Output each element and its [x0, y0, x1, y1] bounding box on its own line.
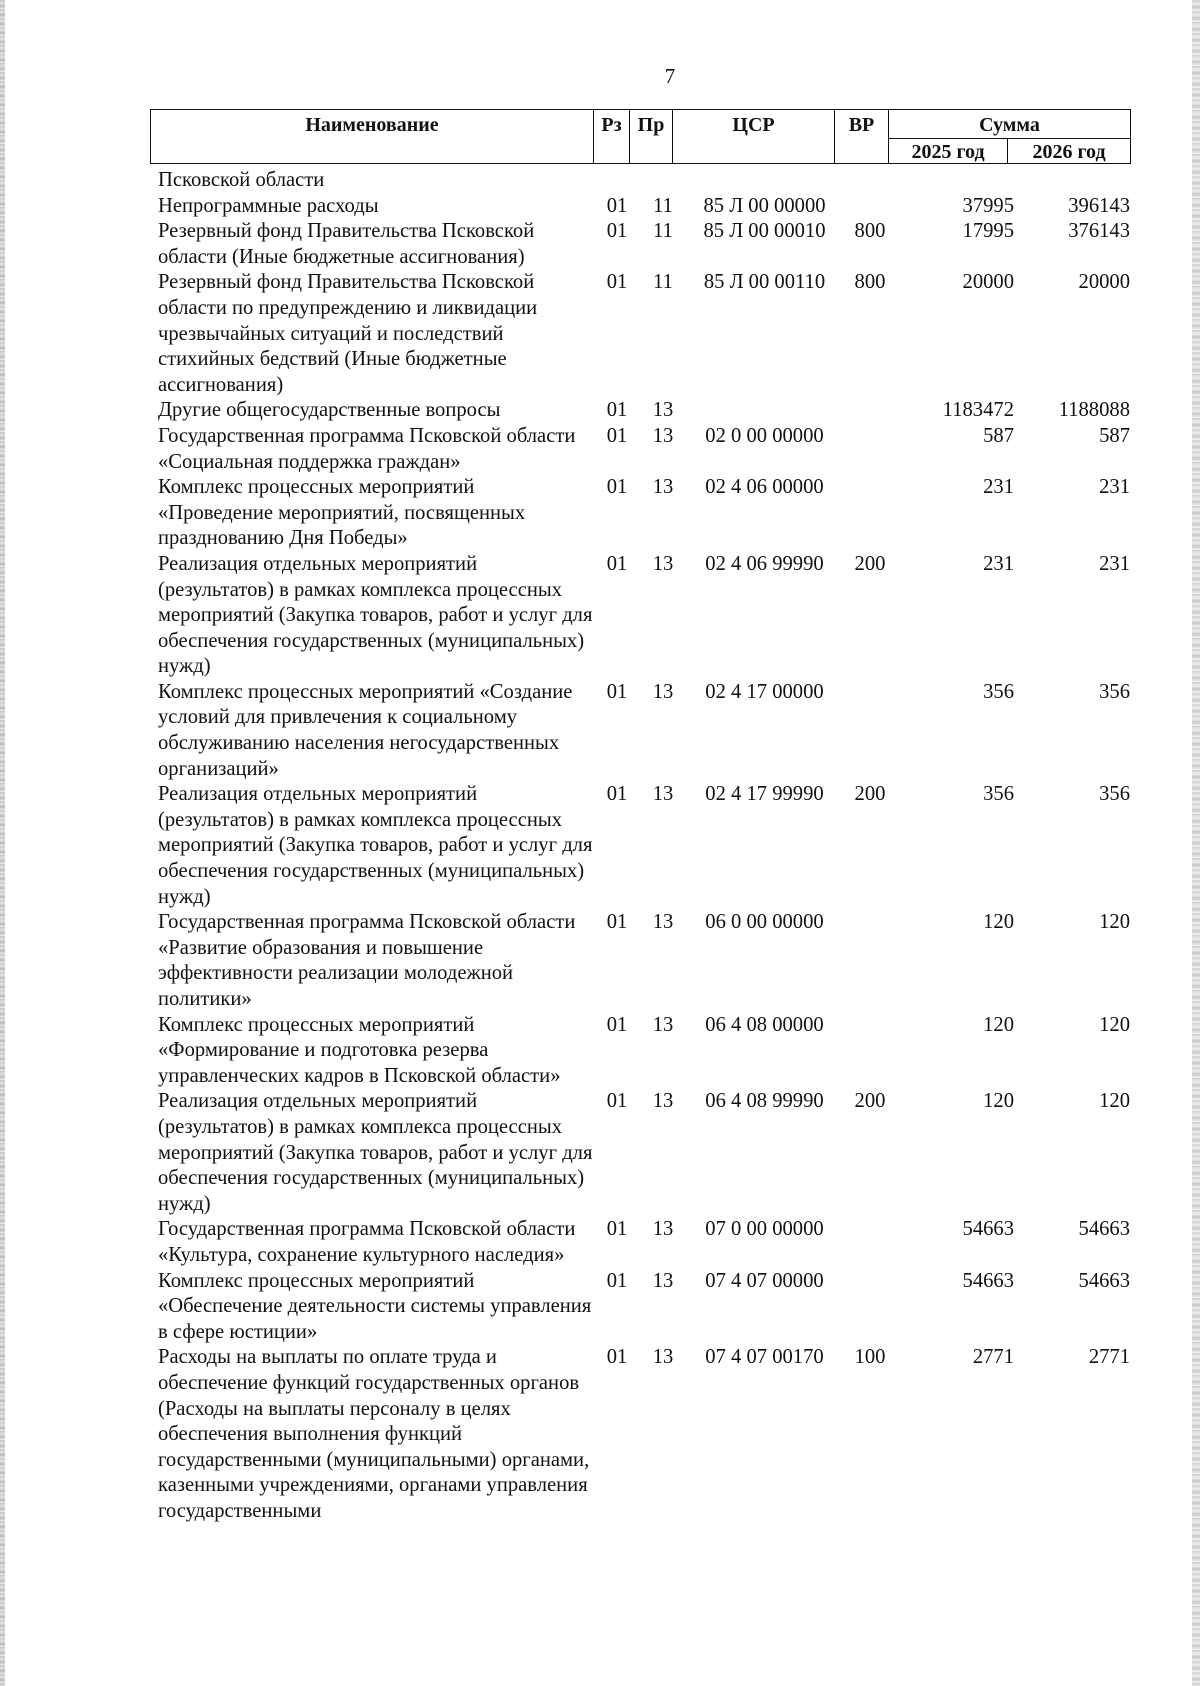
- cell-name: Реализация отдельных мероприятий (результатов) в рамках комплекса процессных мероприятий (Закупка товаров, работ и услуг для обеспечения государственных (муниципальных) нужд): [158, 783, 593, 908]
- cell-name: Реализация отдельных мероприятий (результатов) в рамках комплекса процессных мероприятий (Закупка товаров, работ и услуг для обеспечения государственных (муниципальных) нужд): [158, 552, 593, 678]
- table-row: [158, 1013, 1130, 1090]
- table-row: [158, 219, 1130, 270]
- cell-pr: 13: [652, 424, 674, 447]
- cell-vr: [843, 194, 897, 220]
- scan-edge-left: [0, 0, 5, 1686]
- cell-pr: 11: [653, 220, 673, 243]
- table-row: [158, 552, 1130, 680]
- cell-name: Резервный фонд Правительства Псковской области по предупреждению и ликвидации чрезвычайных ситуаций и последствий стихийных бедствий (Иные бюджетные ассигнования): [158, 271, 538, 396]
- table-row: [158, 680, 1130, 782]
- cell-sum-2025: 54663: [962, 1218, 1014, 1241]
- cell-sum-2025: 231: [983, 476, 1014, 499]
- cell-name: Расходы на выплаты по оплате труда и обеспечение функций государственных органов (Расходы на выплаты персоналу в целях обеспечения выполнения функций государственными (муниципальными) органами, казенными учреждениями, органами управления государственными: [158, 1346, 590, 1522]
- table-row: [158, 424, 1130, 475]
- header-vr: ВР: [835, 110, 889, 164]
- cell-sum-2026: 120: [1099, 911, 1130, 934]
- cell-csr: 85 Л 00 00110: [703, 271, 826, 294]
- cell-sum-2026: 2771: [1088, 1346, 1130, 1369]
- header-pr: Пр: [630, 110, 673, 164]
- cell-sum-2025: 356: [983, 783, 1014, 806]
- cell-vr: 200: [854, 783, 886, 806]
- cell-pr: 11: [653, 194, 673, 217]
- cell-sum-2025: 2771: [972, 1346, 1014, 1369]
- cell-rz: 01: [606, 424, 628, 447]
- cell-csr: 85 Л 00 00000: [703, 194, 826, 217]
- cell-vr: [843, 1217, 897, 1268]
- table-row: [158, 270, 1130, 398]
- cell-sum-2026: 20000: [1078, 271, 1130, 294]
- cell-rz: 01: [606, 552, 628, 575]
- cell-name: Государственная программа Псковской области «Социальная поддержка граждан»: [158, 424, 576, 473]
- cell-sum-2025: 120: [983, 1090, 1014, 1113]
- cell-vr: 100: [854, 1346, 886, 1369]
- cell-vr: [843, 1269, 897, 1346]
- cell-sum-2026: 231: [1099, 476, 1130, 499]
- cell-name: Государственная программа Псковской области «Культура, сохранение культурного наследия»: [158, 1218, 576, 1266]
- cell-vr: [843, 475, 897, 552]
- cell-csr: 02 4 06 00000: [705, 476, 824, 499]
- cell-csr: 02 4 17 99990: [705, 783, 824, 806]
- cell-sum-2025: 356: [983, 680, 1014, 703]
- table-row: [158, 398, 1130, 424]
- cell-sum-2026: [1014, 168, 1130, 194]
- cell-name: Комплекс процессных мероприятий «Создание условий для привлечения к социальному обслуживанию населения негосударственных организаций»: [158, 680, 573, 780]
- cell-pr: 13: [652, 476, 674, 499]
- cell-csr: 06 0 00 00000: [705, 911, 824, 934]
- cell-vr: 800: [854, 220, 886, 243]
- cell-rz: 01: [606, 1346, 628, 1369]
- cell-sum-2026: 587: [1099, 424, 1130, 447]
- cell-sum-2025: [897, 168, 1014, 194]
- cell-sum-2026: 120: [1099, 1090, 1130, 1113]
- cell-sum-2026: 1188088: [1058, 399, 1130, 422]
- cell-name: Комплекс процессных мероприятий «Формирование и подготовка резерва управленческих кадров в Псковской области»: [158, 1013, 561, 1087]
- cell-csr: [686, 398, 843, 424]
- table-row: [158, 782, 1130, 910]
- cell-csr: 02 0 00 00000: [705, 424, 824, 447]
- cell-pr: 13: [652, 1013, 674, 1036]
- cell-sum-2026: 376143: [1068, 220, 1130, 243]
- cell-csr: 07 4 07 00170: [705, 1346, 824, 1369]
- cell-name: Комплекс процессных мероприятий «Обеспечение деятельности системы управления в сфере юстиции»: [158, 1269, 592, 1343]
- cell-sum-2026: 356: [1099, 680, 1130, 703]
- header-sum: Сумма: [889, 110, 1131, 139]
- cell-rz: 01: [606, 220, 628, 243]
- cell-csr: 85 Л 00 00010: [703, 220, 826, 243]
- header-rz: Рз: [594, 110, 630, 164]
- cell-rz: 01: [606, 1218, 628, 1241]
- table-row: [158, 910, 1130, 1012]
- cell-name: Реализация отдельных мероприятий (результатов) в рамках комплекса процессных мероприятий (Закупка товаров, работ и услуг для обеспечения государственных (муниципальных) нужд): [158, 1090, 593, 1215]
- page-number: 7: [664, 64, 676, 88]
- cell-vr: 200: [854, 552, 886, 575]
- table-row: [158, 475, 1130, 552]
- scan-edge-right: [1192, 0, 1200, 1686]
- cell-pr: 13: [652, 1218, 674, 1241]
- cell-sum-2025: 37995: [962, 194, 1014, 217]
- cell-sum-2026: 396143: [1068, 194, 1130, 217]
- table-row: [158, 1089, 1130, 1217]
- cell-csr: 02 4 17 00000: [705, 680, 824, 703]
- cell-sum-2026: 231: [1099, 552, 1130, 575]
- cell-sum-2025: 17995: [962, 220, 1014, 243]
- cell-csr: 02 4 06 99990: [705, 552, 824, 575]
- cell-sum-2026: 120: [1099, 1013, 1130, 1036]
- table-row: [158, 1345, 1130, 1524]
- cell-pr: 13: [652, 680, 674, 703]
- header-year-2026: 2026 год: [1008, 139, 1131, 164]
- cell-name: Комплекс процессных мероприятий «Проведение мероприятий, посвященных празднованию Дня Победы»: [158, 476, 526, 550]
- cell-pr: [640, 168, 686, 194]
- cell-csr: 07 4 07 00000: [705, 1269, 824, 1292]
- cell-rz: 01: [606, 1090, 628, 1113]
- cell-rz: 01: [606, 783, 628, 806]
- table-row: [158, 1269, 1130, 1346]
- cell-rz: 01: [606, 476, 628, 499]
- cell-csr: 06 4 08 00000: [705, 1013, 824, 1036]
- cell-pr: 11: [653, 271, 673, 294]
- cell-rz: 01: [606, 194, 628, 217]
- cell-sum-2025: 587: [983, 424, 1014, 447]
- cell-sum-2025: 120: [983, 1013, 1014, 1036]
- cell-sum-2025: 231: [983, 552, 1014, 575]
- cell-sum-2026: 54663: [1078, 1218, 1130, 1241]
- cell-pr: 13: [652, 552, 674, 575]
- cell-pr: 13: [652, 1269, 674, 1292]
- cell-sum-2026: 54663: [1078, 1269, 1130, 1292]
- cell-vr: 200: [854, 1090, 886, 1113]
- cell-name: Государственная программа Псковской области «Развитие образования и повышение эффективности реализации молодежной политики»: [158, 911, 576, 1010]
- cell-name: Псковской области: [158, 169, 325, 191]
- cell-vr: [843, 398, 897, 424]
- table-row: [158, 168, 1130, 194]
- cell-vr: [843, 910, 897, 1012]
- cell-pr: 13: [652, 1090, 674, 1113]
- cell-sum-2025: 1183472: [942, 399, 1014, 422]
- cell-pr: 13: [652, 783, 674, 806]
- cell-sum-2025: 54663: [962, 1269, 1014, 1292]
- header-year-2025: 2025 год: [889, 139, 1008, 164]
- cell-name: Непрограммные расходы: [158, 194, 379, 217]
- cell-vr: [843, 168, 897, 194]
- cell-rz: 01: [606, 1269, 628, 1292]
- cell-sum-2025: 120: [983, 911, 1014, 934]
- cell-rz: 01: [606, 271, 628, 294]
- cell-rz: 01: [606, 911, 628, 934]
- cell-csr: 07 0 00 00000: [705, 1218, 824, 1241]
- cell-name: Резервный фонд Правительства Псковской области (Иные бюджетные ассигнования): [158, 220, 535, 268]
- cell-rz: 01: [606, 680, 628, 703]
- cell-rz: [594, 168, 640, 194]
- cell-pr: 13: [652, 399, 674, 422]
- cell-rz: 01: [606, 1013, 628, 1036]
- budget-table-body: [158, 168, 1130, 1524]
- cell-vr: [843, 424, 897, 475]
- cell-vr: [843, 1013, 897, 1090]
- cell-name: Другие общегосударственные вопросы: [158, 399, 501, 422]
- table-row: [158, 194, 1130, 220]
- cell-sum-2025: 20000: [962, 271, 1014, 294]
- table-header: [150, 109, 1131, 164]
- cell-pr: 13: [652, 911, 674, 934]
- table-row: [158, 1217, 1130, 1268]
- cell-rz: 01: [606, 399, 628, 422]
- header-name: Наименование: [151, 110, 594, 164]
- cell-csr: [686, 168, 843, 194]
- cell-csr: 06 4 08 99990: [705, 1090, 824, 1113]
- header-csr: ЦСР: [673, 110, 835, 164]
- cell-vr: [843, 680, 897, 782]
- cell-pr: 13: [652, 1346, 674, 1369]
- cell-vr: 800: [854, 271, 886, 294]
- cell-sum-2026: 356: [1099, 783, 1130, 806]
